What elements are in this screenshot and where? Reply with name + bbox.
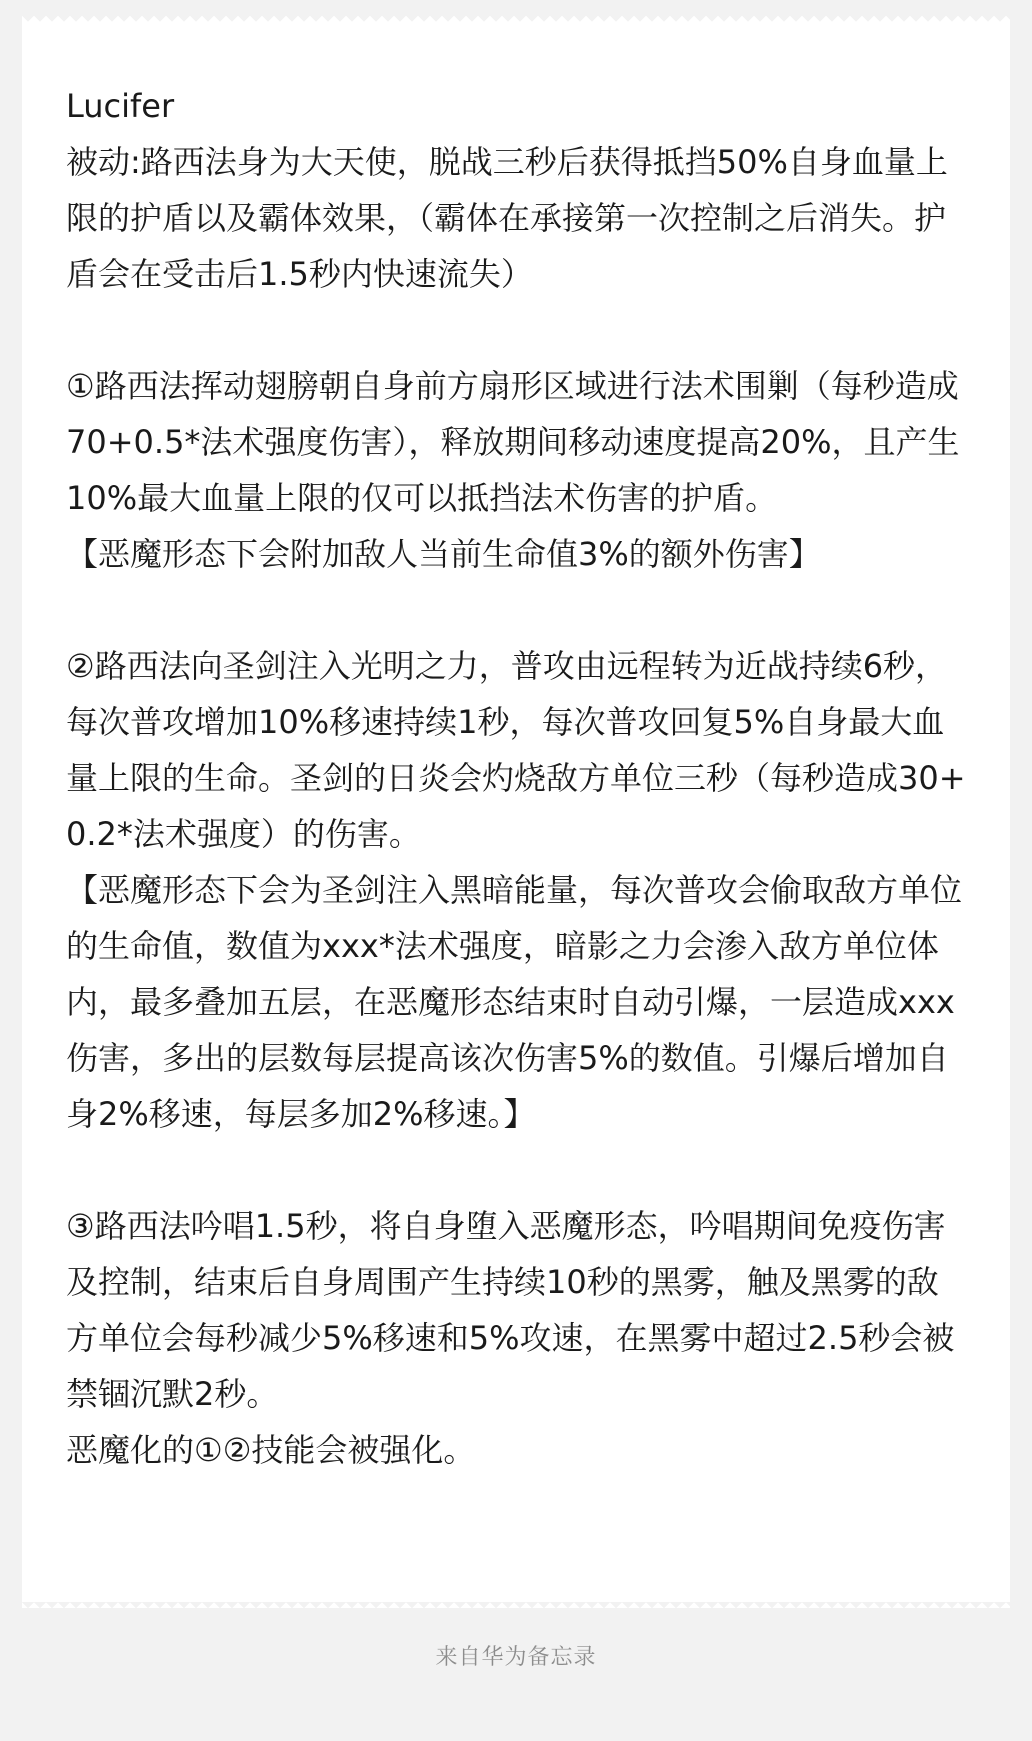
note-card bbox=[22, 22, 1010, 1602]
note-line-passive: 被动:路西法身为大天使，脱战三秒后获得抵挡50%自身血量上限的护盾以及霸体效果，（霸体在承接第一次控制之后消失。护盾会在受击后1.5秒内快速流失） bbox=[66, 143, 948, 293]
note-line-skill-1-demon: 【恶魔形态下会附加敌人当前生命值3%的额外伤害】 bbox=[66, 535, 821, 573]
note-title: Lucifer bbox=[66, 87, 175, 125]
note-line-skill-3-note: 恶魔化的①②技能会被强化。 bbox=[66, 1431, 476, 1469]
source-footer: 来自华为备忘录 bbox=[435, 1645, 597, 1670]
note-line-skill-1: ①路西法挥动翅膀朝自身前方扇形区域进行法术围剿（每秒造成70+0.5*法术强度伤害），释放期间移动速度提高20%，且产生10%最大血量上限的仅可以抵挡法术伤害的护盾。 bbox=[66, 367, 960, 517]
note-line-skill-2-demon: 【恶魔形态下会为圣剑注入黑暗能量，每次普攻会偷取敌方单位的生命值，数值为xxx*法术强度，暗影之力会渗入敌方单位体内，最多叠加五层，在恶魔形态结束时自动引爆，一层造成xxx伤害，多出的层数每层提高该次伤害5%的数值。引爆后增加自身2%移速，每层多加2%移速。】 bbox=[66, 871, 963, 1133]
card-zigzag-bottom-edge bbox=[22, 1602, 1010, 1608]
note-line-skill-3: ③路西法吟唱1.5秒，将自身堕入恶魔形态，吟唱期间免疫伤害及控制，结束后自身周围产生持续10秒的黑雾，触及黑雾的敌方单位会每秒减少5%移速和5%攻速，在黑雾中超过2.5秒会被禁锢沉默2秒。 bbox=[66, 1207, 955, 1413]
card-zigzag-top-edge bbox=[22, 16, 1010, 22]
note-line-skill-2: ②路西法向圣剑注入光明之力，普攻由远程转为近战持续6秒，每次普攻增加10%移速持续1秒，每次普攻回复5%自身最大血量上限的生命。圣剑的日炎会灼烧敌方单位三秒（每秒造成30+0.2*法术强度）的伤害。 bbox=[66, 647, 966, 853]
note-content bbox=[66, 78, 966, 1478]
